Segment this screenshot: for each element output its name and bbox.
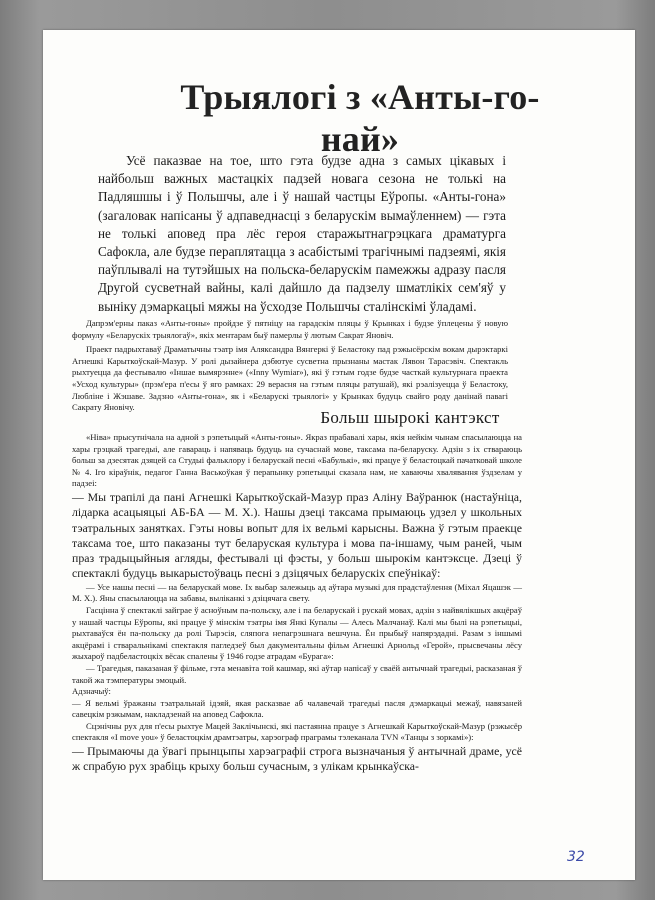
- section-paragraph: — Усе нашы песні — на беларускай мове. Іх выбар залежыць ад аўтара музыкі для прадстаўлення (Міхал Яцашэк — М. Х.). Яны спасылаюцца на забавы, выліканкі з дзіцячага свету.: [72, 581, 522, 604]
- section-body: [72, 432, 522, 775]
- section-paragraph: «Ніва» прысутнічала на адной з рэпетыцый «Анты-гоны». Якраз прабавалі хары, якія нейкім чынам спасылаюцца на хары грэцкай трагедыі, але гавараць і напяваць будуць на сучаснай мове, таксама па-беларуску. Адзін з іх ствараюць больш за дзесятак дзяцей са Студыі фальклору і беларускай песні «Бабулькі», які працуе ў беластоцкай пачатковай школе № 4. Іго кіраўнік, педагог Ганна Васькоўкая ў перапынку рэпетыцыі сказала нам, не хаваючы хвалявання ўздзелам у падзеі:: [72, 432, 522, 489]
- article-title: Трыялогі з «Анты-го-най»: [180, 77, 540, 159]
- intro-paragraph: Праект падрыхтаваў Драматычны тэатр імя Аляксандра Вянгеркі ў Беластоку пад рэжысёрскім вокам дырэктаркі Агнешкі Карыткоўскай-Мазур. У ролі дызайнера дэбютуе сусветна прызнаны мастак Лявон Тарасэвіч. Спектакль рыхтуецца да фестывалю «Іншае вымярэнне» («Inny Wymiar»), які ў гэтым годзе будзе часткай культурнага праекта «Усход культуры» (прэм'ера п'есы ў яго рамках: 29 верасня на гэтым пляцы ратушай), які рэалізуецца ў Беластоку, Любліне і Жэшаве. Задзно «Анты-гона», як і «Беларускі трыялогі» у Крынках будуць свайго роду данінай павагі Сакрату Яновічу.: [72, 344, 508, 413]
- section-paragraph: Адзначыў:: [72, 686, 111, 697]
- section-heading: Больш шырокі кантэкст: [320, 408, 500, 427]
- section-paragraph: — Я вельмі ўражаны тэатральнай ідэяй, якая расказвае аб чалавечай трагедыі пасля дэмаркацыі межаў, навязаней савецкім рэжымам, накладзенай на аповед Сафокла.: [72, 697, 522, 720]
- intro-block: [72, 318, 508, 414]
- lead-paragraph: Усё паказвае на тое, што гэта будзе адна з самых цікавых і найбольш важных мастацкіх падзей новага сезона не толькі на Падляшшы і ў Польшчы, але і ў нашай частцы Еўропы. «Анты-гона» (загаловак напісаны ў адпаведнасці з беларускім вымаўленнем) — гэта не толькі аповед пра лёс героя старажытнагрэцкага драматурга Сафокла, але будзе пераплятацца з асабістымі трагічнымі падзеямі, якія паўплывалі на тутэйшых на польска-беларускім памежжы адразу пасля Другой сусветнай вайны, калі дайшло да падзелу шматлікіх сем'яў у выніку дэмаркацыі мяжы на ўсходзе Польшчы сталінскімі ўладамі.: [98, 153, 506, 314]
- intro-paragraph: Дапрэм'ерны паказ «Анты-гоны» пройдзе ў пятніцу на гарадскім пляцы ў Крынках і будзе ўплецены ў новую формулу «Беларускіх трыялогаў», якіх ментарам быў памерлы ў лютым Сакрат Яновіч.: [72, 318, 508, 340]
- section-paragraph: Сцэнічны рух для п'есы рыхтуе Мацей Заклічынскі, які пастаянна працуе з Агнешкай Карыткоўскай-Мазур (рэжысёр спектакля «I move you» ў беластоцкім драмтэатры, харэограф праграмы тэлеканала TVN «Танцы з зоркамі»):: [72, 720, 522, 743]
- quote-paragraph: — Прымаючы да ўвагі прынцыпы харэаграфіі строга вызначаныя ў антычнай драме, усё ж спрабую рух зрабіць крыху больш сучасным, з улікам крынкаўска-: [72, 744, 522, 774]
- section-paragraph: — Трагедыя, паказаная ў фільме, гэта менавіта той кашмар, які аўтар напісаў у сваёй антычнай трагедыі, расказаная ў такой жа тэмпературы эмоцый.: [72, 662, 522, 685]
- handwritten-page-number: 32: [567, 849, 585, 865]
- section-paragraph: Гасцінна ў спектаклі зайграе ў асноўным па-польску, але і па беларускай і рускай мовах, адзін з найвялікшых акцёраў у нашай частцы Еўропы, які працуе ў мінскім тэатры імя Янкі Купалы — Алесь Малчанаў. Калі мы былі на рэпетыцыі, рыхтаваўся ён па-польску да ролі Тырэсія, сляпога непагрэшнага вешчуна. Ён прыбыў напярэдадні. Разам з іншымі акцёрамі і стваральнікамі спектакля пагледзеў был дакументальны фільм Агнешкі Арнольд «Герой», прысвечаны лёсу жыхароў падбеластоцкіх вёсак спалены ў 1946 годзе атрадам «Бурага»:: [72, 604, 522, 662]
- quote-paragraph: — Мы трапілі да пані Агнешкі Карыткоўскай-Мазур праз Аліну Ваўранюк (настаўніца, лідарка асацыяцыі АБ-БА — М. Х.). Нашы дзеці таксама прымаюць удзел у школьных тэатральных занятках. Гэты новы вопыт для іх вельмі карысны. Важна ў гэтым праекце таксама тое, што паказаны тут беларуская культура і мова па-іншаму, чым раней, чым праз традыцыйныя агляды, фестывалі ці фэсты, у больш шырокім кантэксце. Дзеці ў спектаклі будуць выкарыстоўваць песні з дзіцячых беларускіх спеўнікаў:: [72, 489, 522, 581]
